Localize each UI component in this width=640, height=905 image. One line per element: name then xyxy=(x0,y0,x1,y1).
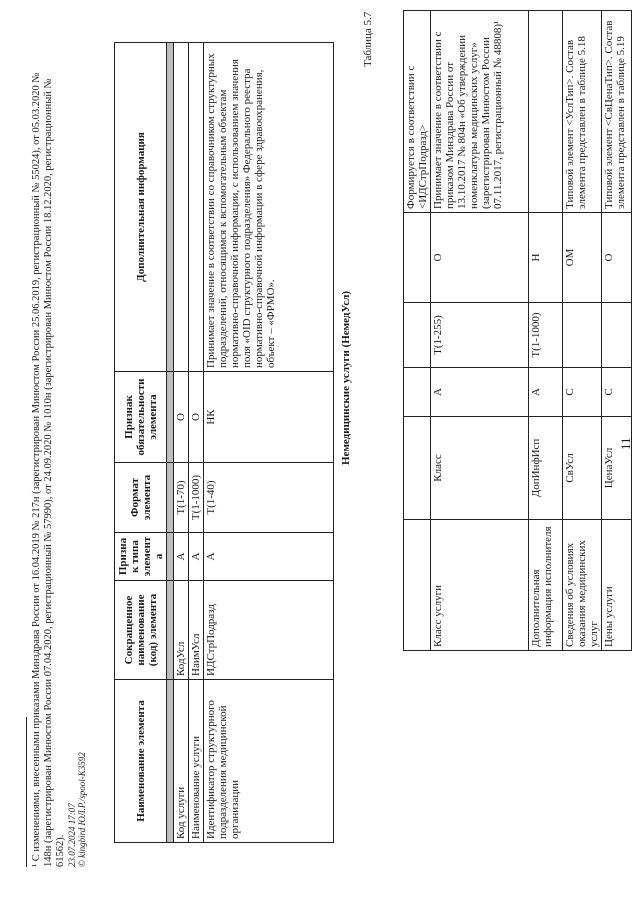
element-name: Код услуги xyxy=(174,680,189,843)
element-code: НаимУсл xyxy=(189,581,204,680)
element-format: Т(1-40) xyxy=(204,463,334,533)
signature-line: 23.07.2024 17:07 xyxy=(67,803,77,867)
nonmedical-services-table xyxy=(114,42,334,843)
element-code: ИДСтрПодразд xyxy=(204,581,334,680)
element-info: Принимает значение в соответствии со справочником структурных подразделений, относящимся к вспомогательным объектам нормативно-справочной информации, с использованием значения поля «OID структурного подразделения» Федерального реестра нормативно-справочной информации в сфере здравоохранения, объект – «ФРМО». xyxy=(204,43,334,372)
element-required: О xyxy=(602,213,632,303)
column-header: Признак типа элемента xyxy=(115,533,167,581)
table-row xyxy=(204,43,334,843)
table-header-row xyxy=(115,43,167,843)
column-header: Формат элемента xyxy=(115,463,167,533)
column-header: Признак обязательности элемента xyxy=(115,372,167,463)
column-header: Наименование элемента xyxy=(115,680,167,843)
element-code: СвУсл xyxy=(563,417,602,520)
footnote-text: ¹ С изменениями, внесенными приказами Минздрава России от 16.04.2019 № 217н (зарегистрирован Минюстом России 25.06.2019, регистрационный № 55024), от 05.03.2020 № 148н (зарегистрирован Минюстом России 07.04.2020, регистрационный № 57990), от 24.09.2020 № 1010н (зарегистрирован Минюстом России 18.12.2020, регистрационный № 61562). xyxy=(31,72,66,867)
element-info: Формируется в соответствии с <ИДСтрПодразд> xyxy=(404,11,431,213)
element-name: Идентификатор структурного подразделения медицинской организации xyxy=(204,680,334,843)
element-type: А xyxy=(189,533,204,581)
element-type: А xyxy=(174,533,189,581)
column-header: Дополнительная информация xyxy=(115,43,167,372)
top-table xyxy=(403,10,632,651)
element-info: Принимает значение в соответствии с приказом Минздрава России от 13.10.2017 № 804н «Об утверждении номенклатуры медицинских услуг» (зарегистрирован Минюстом России 07.11.2017, регистрационный № 48808)¹ xyxy=(431,11,529,213)
element-name: Класс услуги xyxy=(431,520,529,651)
element-type: С xyxy=(563,368,602,417)
element-type xyxy=(404,368,431,417)
signature-line: © kingbird ЮЛ.Р./spool-K3592 xyxy=(77,752,87,867)
element-required: ОМ xyxy=(563,213,602,303)
element-type: А xyxy=(431,368,529,417)
element-name: Наименование услуги xyxy=(189,680,204,843)
element-format: Т(1-1000) xyxy=(189,463,204,533)
element-required: О xyxy=(174,372,189,463)
element-name: Сведения об условиях оказания медицинских услуг xyxy=(563,520,602,651)
table-row xyxy=(431,11,529,651)
element-name xyxy=(404,520,431,651)
column-header: Сокращенное наименование (код) элемента xyxy=(115,581,167,680)
shaded-divider-row xyxy=(167,43,174,843)
element-type: А xyxy=(204,533,334,581)
element-info xyxy=(189,43,204,372)
element-required xyxy=(404,213,431,303)
table-row xyxy=(404,11,431,651)
element-format xyxy=(404,303,431,368)
element-info xyxy=(174,43,189,372)
element-required: О xyxy=(189,372,204,463)
table-row xyxy=(189,43,204,843)
element-type: С xyxy=(602,368,632,417)
element-name: Дополнительная информация исполнителя xyxy=(529,520,563,651)
element-required: О xyxy=(431,213,529,303)
table-row xyxy=(174,43,189,843)
element-type: А xyxy=(529,368,563,417)
footnote-block xyxy=(26,67,87,867)
table-row xyxy=(529,11,563,651)
footnote-rule xyxy=(26,717,27,867)
element-format: Т(1-255) xyxy=(431,303,529,368)
element-format: Т(1-1000) xyxy=(529,303,563,368)
table-title: Немедицинские услуги (НемедУсл) xyxy=(340,290,352,465)
table-row xyxy=(563,11,602,651)
table-label: Таблица 5.7 xyxy=(362,11,374,67)
element-required: Н xyxy=(529,213,563,303)
page-number: 11 xyxy=(618,437,633,450)
element-info xyxy=(529,11,563,213)
element-name: Цены услуги xyxy=(602,520,632,651)
element-format xyxy=(602,303,632,368)
table-row xyxy=(602,11,632,651)
element-format xyxy=(563,303,602,368)
element-code: ДопИнфИсп xyxy=(529,417,563,520)
element-required: НК xyxy=(204,372,334,463)
element-info: Типовой элемент <УслТип>. Состав элемента представлен в таблице 5.18 xyxy=(563,11,602,213)
element-info: Типовой элемент <СвЦенаТип>. Состав элемента представлен в таблице 5.19 xyxy=(602,11,632,213)
element-format: Т(1-70) xyxy=(174,463,189,533)
element-code: ЦенаУсл xyxy=(602,417,632,520)
element-code: Класс xyxy=(431,417,529,520)
element-code xyxy=(404,417,431,520)
element-code: КодУсл xyxy=(174,581,189,680)
